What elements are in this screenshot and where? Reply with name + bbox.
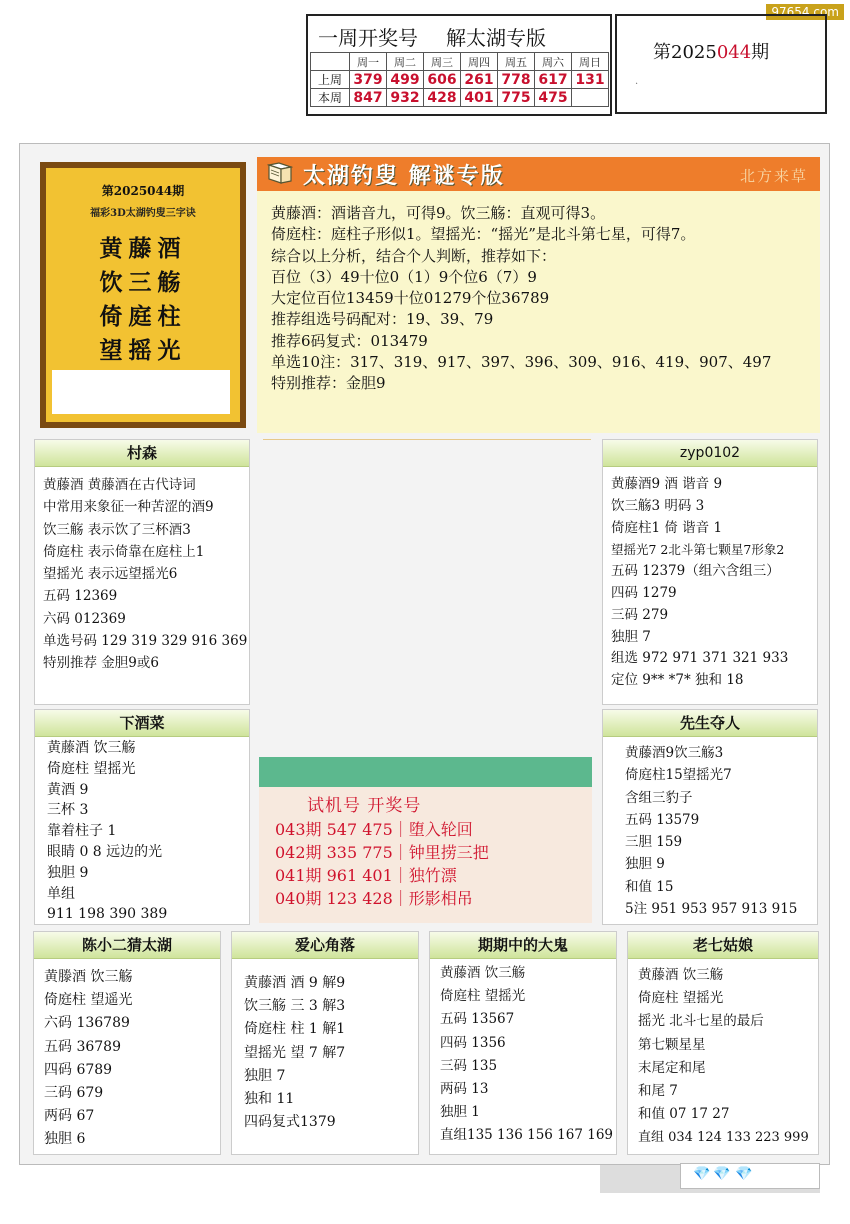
analysis-line: 黄藤酒：酒谐音九，可得9。饮三觞：直观可得3。 (271, 204, 606, 222)
list-item: 和值 07 17 27 (638, 1106, 730, 1123)
analysis-line: 推荐组选号码配对：19、39、79 (271, 310, 494, 329)
draw-number: 617 (535, 71, 572, 89)
trial-draw-block (259, 757, 592, 923)
xiansheng-body (625, 742, 797, 920)
laoqi-body (638, 964, 809, 1150)
list-item: 四码复式1379 (244, 1114, 336, 1131)
list-item: 四码 1279 (611, 584, 677, 601)
gem-strip (680, 1163, 820, 1189)
analysis-line: 单选10注：317、319、917、397、396、309、916、419、907、497 (271, 353, 772, 372)
laoqi-box (627, 931, 819, 1155)
issue-number-box (615, 14, 827, 114)
aixin-body (244, 972, 345, 1134)
clue-line: 望摇光 (99, 337, 187, 364)
analysis-title: 太湖钓叟 解谜专版 (303, 163, 505, 189)
list-item: 独胆 1 (440, 1104, 480, 1121)
clue-card-subtitle: 福彩3D太湖钓叟三字诀 (90, 208, 196, 219)
list-item: 911 198 390 389 (47, 906, 168, 923)
draw-number: 606 (424, 71, 461, 89)
divider (263, 439, 591, 440)
chen-title: 陈小二猜太湖 (34, 932, 220, 959)
chen-body (44, 966, 132, 1152)
zyp-body (611, 474, 788, 692)
cunsen-title: 村森 (35, 440, 249, 467)
list-item: 黄藤酒 饮三觞 (47, 740, 136, 756)
list-item: 黄藤酒 酒 9 解9 (244, 975, 346, 991)
draw-number: 428 (424, 89, 461, 107)
list-item: 单组 (47, 885, 75, 902)
list-item: 倚庭柱1 倚 谐音 1 (611, 519, 723, 536)
list-item: 饮三觞3 明码 3 (611, 497, 705, 514)
list-item: 倚庭柱 柱 1 解1 (244, 1021, 346, 1038)
chen-box (33, 931, 221, 1155)
trial-draw-bar (259, 757, 592, 787)
list-item: 五码 36789 (44, 1038, 121, 1055)
clue-line: 倚庭柱 (99, 303, 187, 330)
clue-line: 饮三觞 (99, 269, 187, 296)
zyp-title: zyp0102 (603, 440, 817, 467)
list-item: 五码 12379（组六含组三） (611, 563, 780, 580)
list-item: 黄滕酒 饮三觞 (44, 969, 133, 985)
list-item: 三胆 159 (625, 834, 683, 851)
trial-draw-row: 040期 123 428｜形影相吊 (275, 889, 473, 908)
day-cell: 周三 (424, 53, 461, 71)
list-item: 饮三觞 三 3 解3 (244, 998, 346, 1015)
list-item: 六码 136789 (44, 1015, 130, 1032)
gem-icon: 💎 (693, 1166, 711, 1182)
list-item: 独胆 7 (611, 628, 651, 645)
list-item: 直组 034 124 133 223 999 (638, 1130, 809, 1146)
clue-card (40, 162, 246, 428)
list-item: 黄藤酒9饮三觞3 (625, 745, 724, 761)
list-item: 六码 012369 (43, 610, 126, 627)
list-item: 倚庭柱 望遥光 (44, 992, 133, 1009)
analysis-header (257, 157, 820, 191)
issue-suffix: 期 (751, 42, 770, 63)
gem-icon: 💎 (713, 1166, 731, 1182)
list-item: 5注 951 953 957 913 915 (625, 901, 798, 918)
cunsen-box (34, 439, 250, 705)
weekly-draw-title-left: 一周开奖号 (318, 26, 418, 50)
xiajiucai-title: 下酒菜 (35, 710, 249, 737)
draw-number: 775 (498, 89, 535, 107)
list-item: 末尾定和尾 (638, 1059, 706, 1076)
qiqi-body (440, 962, 613, 1148)
list-item: 摇光 北斗七星的最后 (638, 1013, 764, 1030)
trial-draw-header: 试机号 开奖号 (307, 796, 422, 816)
list-item: 含组三豹子 (625, 789, 693, 806)
analysis-line: 综合以上分析，结合个人判断，推荐如下： (271, 246, 557, 265)
book-icon (267, 161, 293, 185)
list-item: 黄藤酒 饮三觞 (638, 967, 724, 983)
list-item: 三码 135 (440, 1057, 498, 1074)
draw-number: 401 (461, 89, 498, 107)
list-item: 倚庭柱 望摇光 (47, 760, 136, 777)
list-item: 五码 12369 (43, 588, 118, 605)
draw-number: 499 (387, 71, 424, 89)
analysis-line: 特别推荐：金胆9 (271, 374, 386, 393)
issue-prefix: 第2025 (653, 42, 717, 63)
list-item: 五码 13579 (625, 811, 700, 828)
trial-draw-row: 043期 547 475｜堕入轮回 (275, 820, 473, 839)
analysis-line: 大定位百位13459十位01279个位36789 (271, 289, 550, 308)
list-item: 倚庭柱 表示倚靠在庭柱上1 (43, 543, 205, 560)
qiqi-box (429, 931, 617, 1155)
list-item: 独和 11 (244, 1091, 295, 1108)
list-item: 定位 9** *7* 独和 18 (611, 672, 744, 689)
laoqi-title: 老七姑娘 (628, 932, 818, 959)
list-item: 望摇光7 2北斗第七颗星7形象2 (611, 542, 785, 558)
list-item: 黄藤酒 饮三觞 (440, 965, 526, 981)
list-item: 中常用来象征一种苦涩的酒9 (43, 499, 214, 516)
xiajiucai-box (34, 709, 250, 925)
list-item: 眼睛 0 8 远边的光 (47, 843, 163, 860)
draw-number: 261 (461, 71, 498, 89)
list-item: 两码 67 (44, 1108, 95, 1125)
corner-cell (311, 53, 350, 71)
list-item: 两码 13 (440, 1081, 489, 1098)
list-item: 五码 13567 (440, 1011, 515, 1028)
draw-number: 131 (572, 71, 609, 89)
list-item: 直组135 136 156 167 169 (440, 1127, 614, 1144)
day-cell: 周二 (387, 53, 424, 71)
zyp-box (602, 439, 818, 705)
day-cell: 周六 (535, 53, 572, 71)
clue-card-inner (46, 168, 240, 422)
list-item: 独胆 7 (244, 1067, 286, 1084)
list-item: 特别推荐 金胆9或6 (43, 655, 159, 672)
list-item: 单选号码 129 319 329 916 369 (43, 633, 248, 650)
list-item: 黄藤酒 黄藤酒在古代诗词 (43, 477, 196, 493)
day-cell: 周四 (461, 53, 498, 71)
list-item: 倚庭柱 望摇光 (638, 990, 724, 1007)
weekly-draw-box (306, 14, 612, 116)
draw-number: 932 (387, 89, 424, 107)
list-item: 第七颗星星 (638, 1036, 706, 1053)
list-item: 黄酒 9 (47, 781, 89, 798)
draw-number (572, 89, 609, 107)
analysis-author: 北方来草 (739, 167, 808, 185)
list-item: 望摇光 望 7 解7 (244, 1044, 346, 1061)
list-item: 三杯 3 (47, 802, 89, 819)
last-week-row (311, 71, 609, 89)
list-item: 望摇光 表示远望摇光6 (43, 566, 178, 583)
day-cell: 周五 (498, 53, 535, 71)
issue-dot: . (635, 76, 639, 87)
analysis-line: 百位（3）49十位0（1）9个位6（7）9 (271, 267, 537, 286)
row-label: 本周 (311, 89, 350, 107)
clue-line: 黄藤酒 (99, 235, 187, 262)
this-week-row (311, 89, 609, 107)
weekly-draw-title (318, 22, 546, 51)
cunsen-body (43, 474, 247, 675)
list-item: 独胆 9 (625, 856, 665, 873)
draw-number: 847 (350, 89, 387, 107)
qiqi-title: 期期中的大鬼 (430, 932, 616, 959)
trial-draw-row: 041期 961 401｜独竹漂 (275, 866, 457, 885)
day-cell: 周日 (572, 53, 609, 71)
gem-icon: 💎 (735, 1166, 753, 1182)
row-label: 上周 (311, 71, 350, 89)
xiansheng-title: 先生夺人 (603, 710, 817, 737)
list-item: 独胆 6 (44, 1131, 86, 1148)
analysis-line: 倚庭柱：庭柱子形似1。望摇光：“摇光”是北斗第七星，可得7。 (271, 225, 696, 244)
list-item: 四码 1356 (440, 1034, 506, 1051)
issue-number (653, 38, 769, 64)
list-item: 倚庭柱 望摇光 (440, 988, 526, 1005)
list-item: 独胆 9 (47, 864, 89, 881)
list-item: 四码 6789 (44, 1061, 113, 1078)
aixin-title: 爱心角落 (232, 932, 418, 959)
xiajiucai-body (47, 738, 167, 925)
list-item: 饮三觞 表示饮了三杯酒3 (43, 521, 191, 538)
aixin-box (231, 931, 419, 1155)
clue-card-issue: 第2025044期 (101, 184, 185, 198)
draw-number: 778 (498, 71, 535, 89)
list-item: 和尾 7 (638, 1083, 678, 1100)
day-header-row (311, 53, 609, 71)
analysis-line: 推荐6码复式：013479 (271, 331, 428, 350)
draw-number: 379 (350, 71, 387, 89)
clue-card-blank (52, 370, 230, 414)
list-item: 三码 679 (44, 1085, 104, 1102)
analysis-body (271, 203, 771, 395)
xiansheng-box (602, 709, 818, 925)
day-cell: 周一 (350, 53, 387, 71)
draw-number: 475 (535, 89, 572, 107)
list-item: 靠着柱子 1 (47, 823, 117, 840)
weekly-draw-title-right: 解太湖专版 (446, 26, 546, 50)
analysis-panel (257, 157, 820, 433)
weekly-draw-table (310, 52, 609, 107)
site-watermark: 97654.com (766, 4, 844, 20)
trial-draw-row: 042期 335 775｜钟里捞三把 (275, 843, 489, 862)
list-item: 三码 279 (611, 606, 669, 623)
list-item: 组选 972 971 371 321 933 (611, 650, 789, 667)
list-item: 和值 15 (625, 878, 674, 895)
list-item: 倚庭柱15望摇光7 (625, 767, 732, 784)
list-item: 黄藤酒9 酒 谐音 9 (611, 476, 723, 492)
issue-num: 044 (716, 42, 752, 63)
